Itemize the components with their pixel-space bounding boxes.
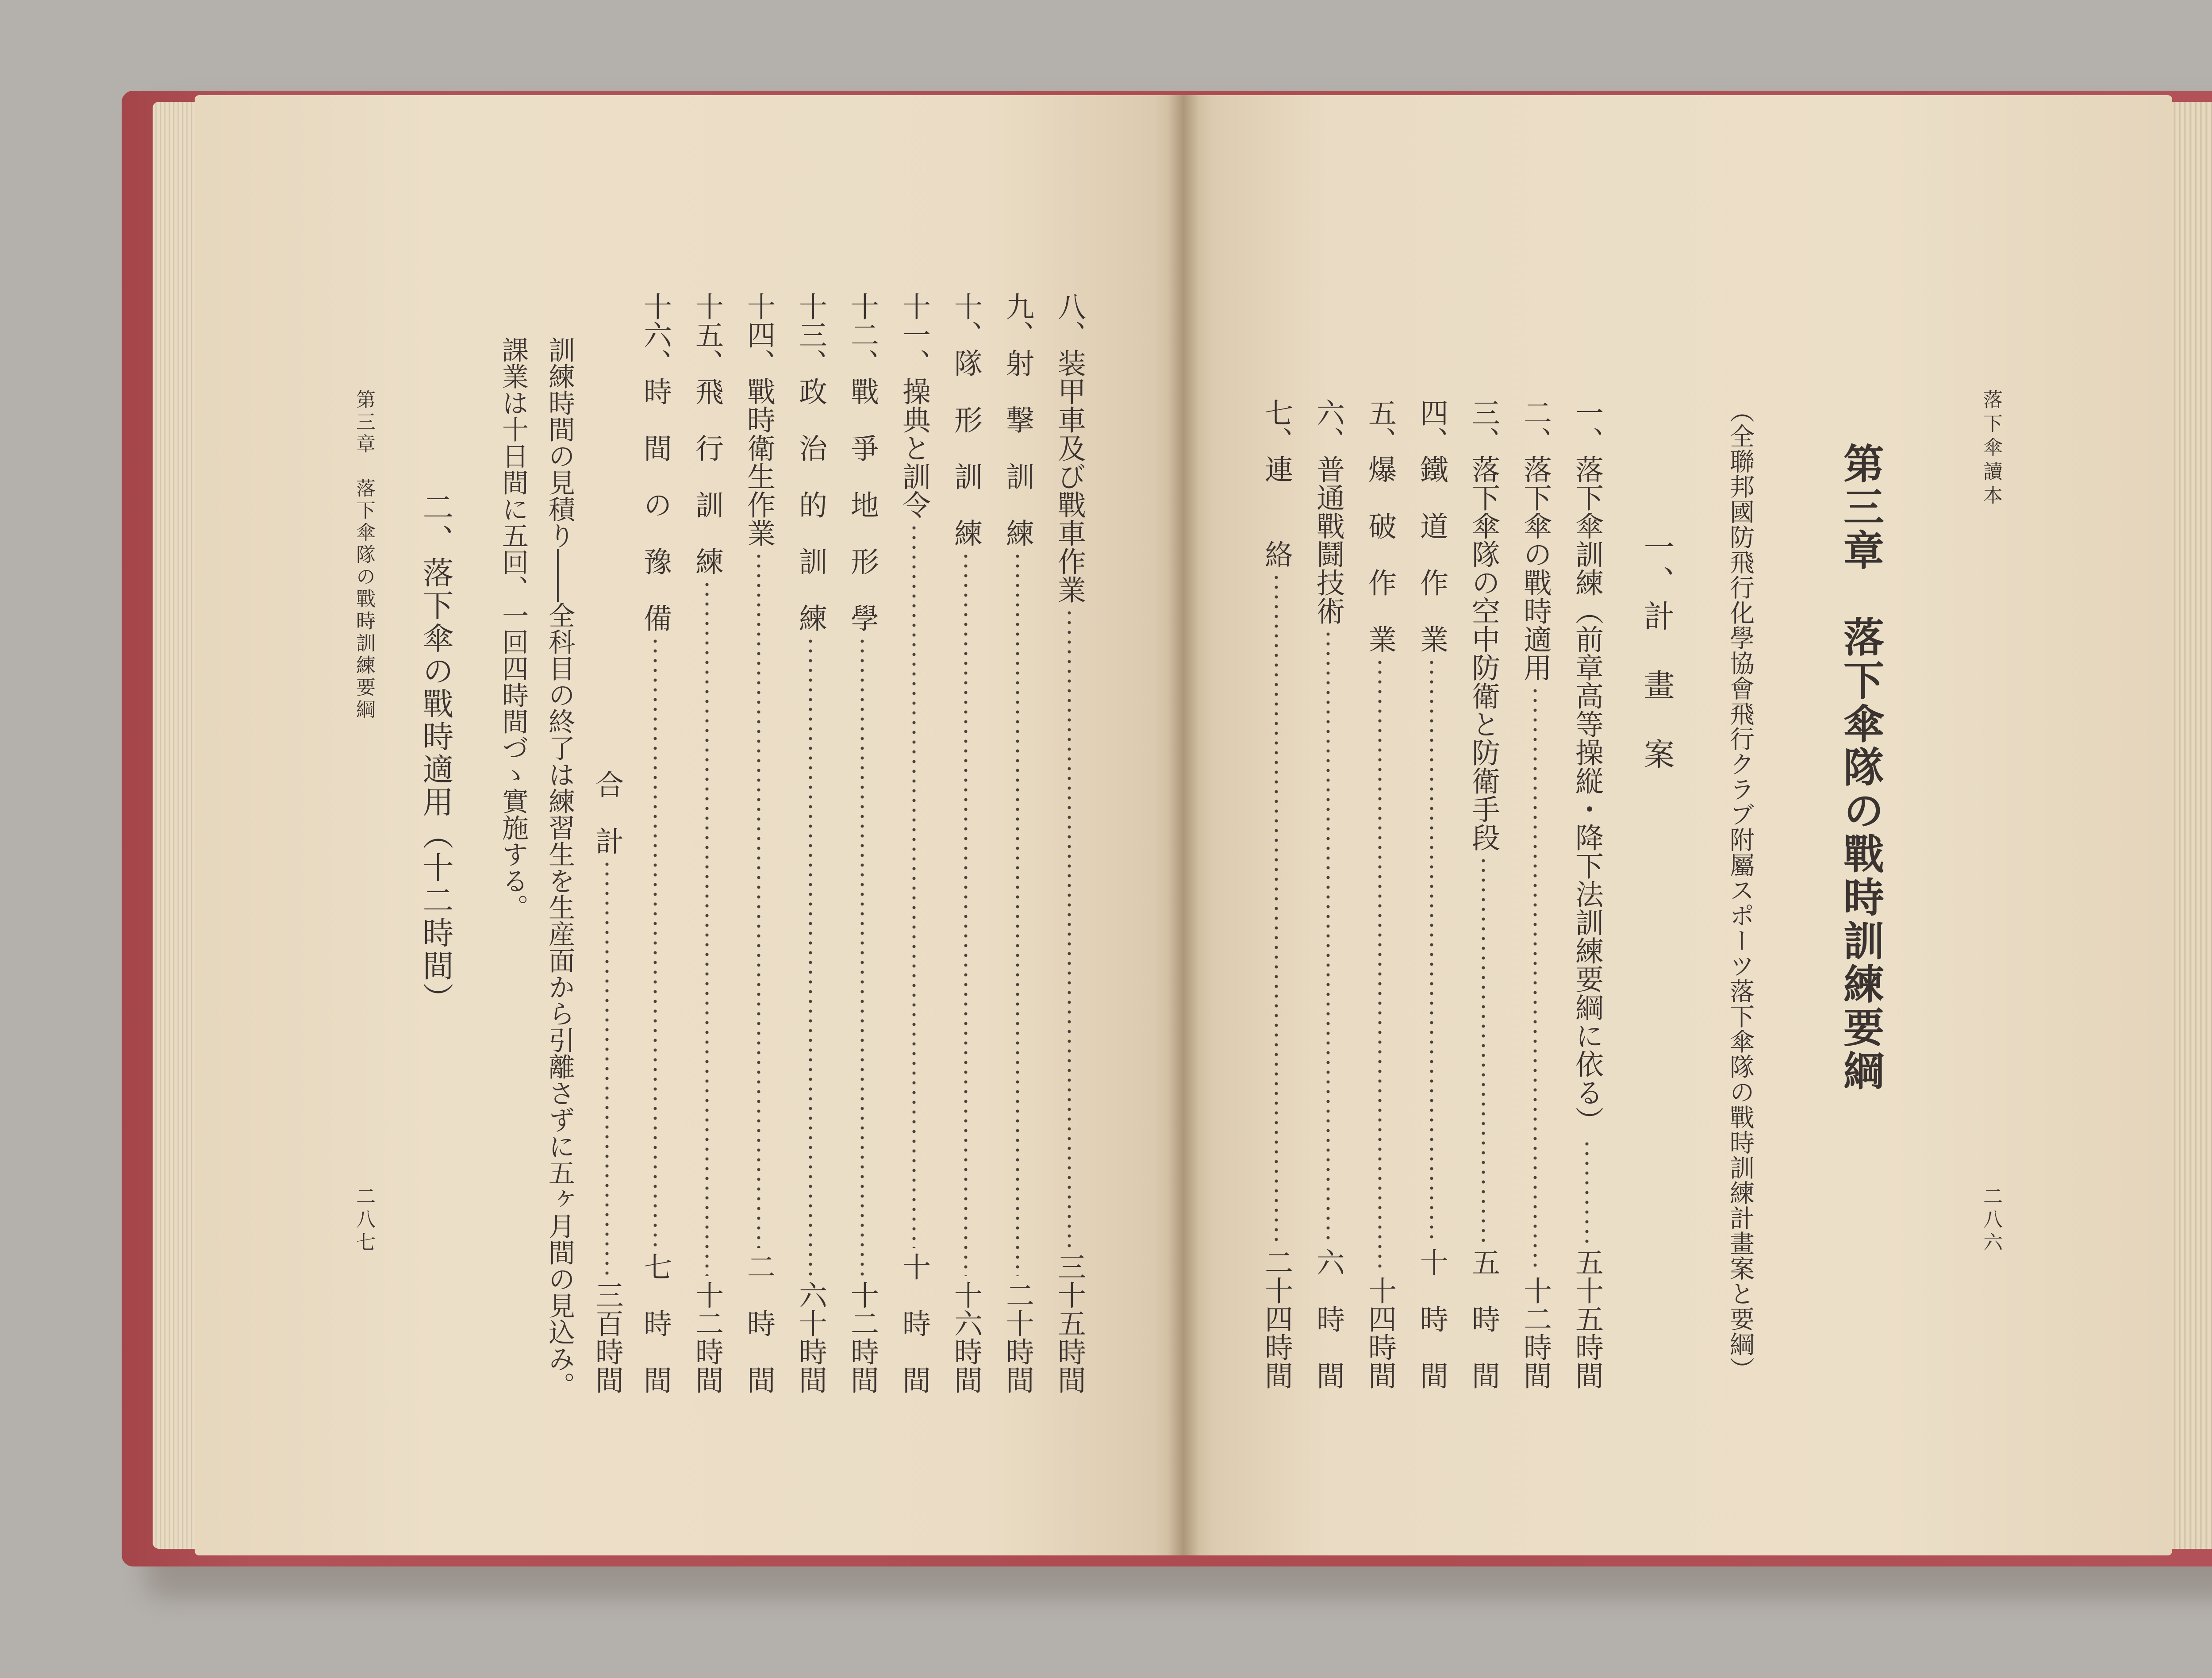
plan-total-hours: 三百時間	[591, 1281, 623, 1394]
leader-dots	[1055, 608, 1083, 1248]
plan-entry-label: 十六、時 間 の 豫 備	[639, 292, 672, 632]
leader-dots	[693, 580, 721, 1276]
leader-dots	[952, 551, 980, 1276]
leader-dots	[848, 636, 876, 1276]
plan-entry-12	[846, 292, 879, 1394]
plan-entry-8	[1053, 292, 1086, 1394]
leader-dots	[900, 523, 928, 1248]
plan-entry-label: 一、落下傘訓練（前章高等操縦・降下法訓練要綱に依る）	[1571, 398, 1603, 1135]
plan-entry-label: 十、隊 形 訓 練	[949, 292, 982, 547]
plan-entry-9	[1003, 292, 1032, 1394]
plan-entry-label: 四、鐵 道 作 業	[1415, 398, 1448, 653]
plan-entry-5	[1363, 398, 1396, 1389]
plan-entry-7	[1260, 398, 1293, 1389]
plan-entry-14	[742, 292, 775, 1394]
running-header: 落下傘讀本	[1980, 389, 2002, 509]
plan-entry-hours: 五 時 間	[1467, 1248, 1500, 1389]
leader-dots	[1573, 1139, 1601, 1243]
plan-total	[593, 770, 621, 1394]
running-footer: 第三章 落下傘隊の戰時訓練要綱	[353, 389, 375, 721]
leader-dots	[1469, 856, 1498, 1243]
plan-entry-16	[639, 292, 672, 1394]
book-gutter	[1168, 95, 1199, 1555]
plan-entry-label: 十四、戰時衛生作業	[742, 292, 775, 547]
plan-entry-label: 十二、戰 爭 地 形 學	[846, 292, 879, 632]
plan-entry-hours: 十六時間	[949, 1281, 982, 1394]
leader-dots	[593, 859, 621, 1276]
plan-entry-label: 十一、操典と訓令	[898, 292, 930, 519]
plan-entry-15	[693, 292, 721, 1394]
plan-entry-hours: 十二時間	[1519, 1276, 1551, 1389]
chapter-subtitle: （全聯邦國防飛行化學協會飛行クラブ附屬スポーツ落下傘隊の戰時訓練計畫案と要綱）	[1726, 398, 1755, 1382]
plan-entry-hours: 六十時間	[794, 1281, 827, 1394]
left-page	[195, 95, 1183, 1555]
plan-entry-hours: 十 時 間	[1415, 1248, 1448, 1389]
plan-entry-hours: 三十五時間	[1053, 1252, 1086, 1394]
plan-entry-hours: 十二時間	[691, 1281, 723, 1394]
plan-entry-hours: 六 時 間	[1312, 1248, 1344, 1389]
plan-total-label: 合 計	[591, 770, 623, 855]
plan-entry-hours: 二 時 間	[742, 1252, 775, 1394]
section-heading-1: 一、計 畫 案	[1639, 531, 1675, 773]
page-number-left: 二八七	[353, 1186, 375, 1255]
plan-entry-6	[1314, 398, 1342, 1389]
plan-entry-hours: 二十時間	[1001, 1281, 1034, 1394]
plan-entry-hours: 七 時 間	[639, 1252, 672, 1394]
leader-dots	[1003, 551, 1032, 1276]
plan-entry-label: 十五、飛 行 訓 練	[691, 292, 723, 575]
plan-entry-hours: 十二時間	[846, 1281, 879, 1394]
leader-dots	[1262, 573, 1290, 1243]
plan-entry-3	[1469, 398, 1498, 1389]
leader-dots	[745, 551, 773, 1248]
plan-entry-hours: 十四時間	[1363, 1276, 1396, 1389]
paragraph-line-1: 訓練時間の見積り――全科目の終了は練習生を生産面から引離さずに五ヶ月間の見込み。	[544, 336, 575, 1398]
plan-entry-hours: 五十五時間	[1571, 1248, 1603, 1389]
plan-entry-10	[949, 292, 982, 1394]
plan-entry-4	[1417, 398, 1446, 1389]
chapter-title: 第三章 落下傘隊の戰時訓練要綱	[1837, 443, 1885, 1093]
plan-entry-label: 七、連 絡	[1260, 398, 1293, 568]
plan-entry-2	[1521, 398, 1549, 1389]
plan-entry-label: 三、落下傘隊の空中防衛と防衛手段	[1467, 398, 1500, 851]
plan-entry-label: 八、装甲車及び戰車作業	[1053, 292, 1086, 604]
plan-entry-label: 二、落下傘の戰時適用	[1519, 398, 1551, 681]
leader-dots	[641, 636, 669, 1248]
plan-entry-1	[1573, 398, 1601, 1389]
leader-dots	[1314, 629, 1342, 1243]
plan-entry-11	[900, 292, 928, 1394]
plan-entry-hours: 十 時 間	[898, 1252, 930, 1394]
plan-entry-label: 十三、政 治 的 訓 練	[794, 292, 827, 632]
leader-dots	[796, 636, 825, 1276]
plan-entry-13	[796, 292, 825, 1394]
plan-entry-hours: 二十四時間	[1260, 1248, 1293, 1389]
section-heading-2: 二、落下傘の戰時適用（十二時間）	[418, 491, 454, 1015]
page-number-right: 二八六	[1980, 1186, 2002, 1255]
leader-dots	[1417, 658, 1446, 1243]
leader-dots	[1521, 686, 1549, 1272]
paragraph-line-2: 課業は十日間に五回、一回四時間づゝ實施する。	[498, 336, 529, 920]
leader-dots	[1366, 658, 1394, 1272]
plan-entry-label: 五、爆 破 作 業	[1363, 398, 1396, 653]
plan-entry-label: 六、普通戰鬪技術	[1312, 398, 1344, 625]
plan-entry-label: 九、射 撃 訓 練	[1001, 292, 1034, 547]
